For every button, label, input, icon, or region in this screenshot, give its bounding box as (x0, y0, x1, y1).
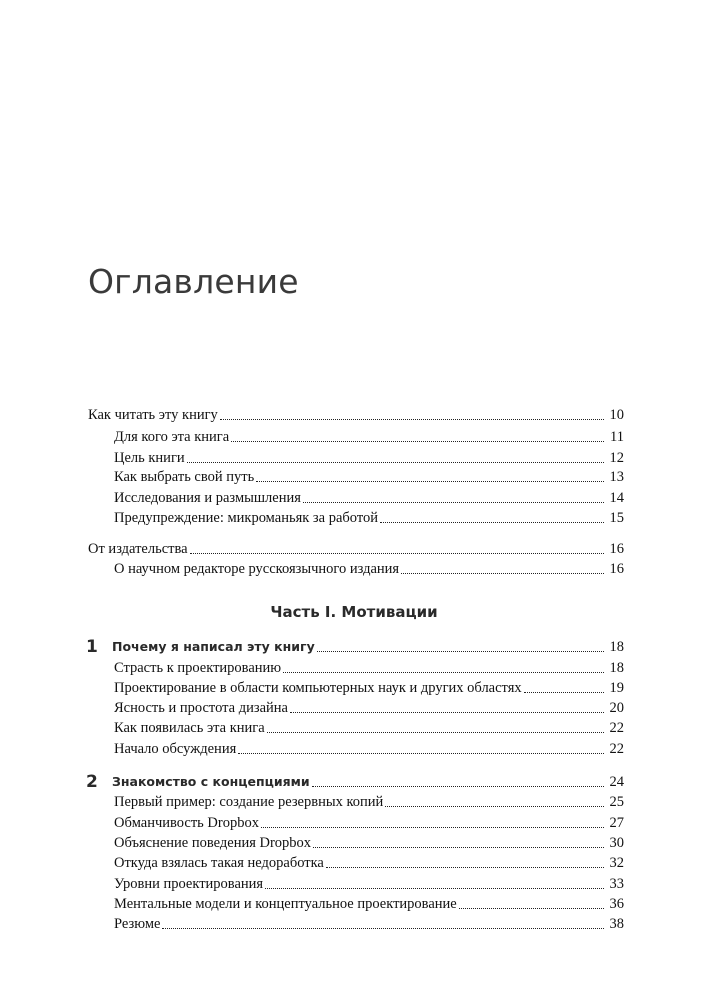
toc-entry-text: Исследования и размышления (114, 490, 301, 506)
toc-entry[interactable] (114, 427, 624, 447)
toc-entry[interactable] (114, 792, 624, 812)
toc-entry-text: Цель книги (114, 450, 185, 466)
toc-entry[interactable] (114, 813, 624, 833)
page-title: Оглавление (88, 262, 299, 301)
dot-leader (265, 887, 604, 889)
dot-leader (231, 440, 604, 442)
dot-leader (267, 731, 604, 733)
toc-entry-text: Резюме (114, 916, 161, 932)
dot-leader (261, 826, 604, 828)
dot-leader (187, 461, 604, 463)
dot-leader (459, 907, 604, 909)
chapter-entry[interactable] (112, 772, 624, 792)
toc-entry-page: 25 (609, 794, 624, 810)
dot-leader (303, 501, 604, 503)
toc-entry-page: 11 (610, 429, 624, 445)
dot-leader (256, 480, 604, 482)
toc-entry[interactable] (114, 874, 624, 894)
toc-entry-text: Начало обсуждения (114, 741, 237, 757)
toc-entry-page: 36 (609, 896, 624, 912)
chapter-page: 18 (609, 639, 624, 655)
toc-entry[interactable] (114, 914, 624, 934)
toc-entry[interactable] (114, 508, 624, 528)
toc-entry[interactable] (114, 658, 624, 678)
toc-entry-page: 12 (609, 450, 624, 466)
toc-entry[interactable] (114, 718, 624, 738)
toc-entry[interactable] (114, 559, 624, 579)
toc-entry-page: 16 (609, 561, 624, 577)
chapter-entry[interactable] (112, 637, 624, 657)
dot-leader (313, 846, 604, 848)
toc-entry-page: 19 (609, 680, 624, 696)
toc-entry-text: Объяснение поведения Dropbox (114, 835, 312, 851)
part-title: Часть I. Мотивации (270, 603, 438, 621)
toc-entry-text: От издательства (88, 541, 188, 557)
toc-entry-page: 33 (609, 876, 624, 892)
toc-entry[interactable] (114, 833, 624, 853)
toc-entry-text: Проектирование в области компьютерных наук и других областях (114, 680, 522, 696)
dot-leader (220, 418, 604, 420)
chapter-number: 1 (86, 637, 98, 657)
toc-entry[interactable] (114, 853, 624, 873)
dot-leader (312, 785, 604, 787)
toc-entry-text: Как читать эту книгу (88, 407, 218, 423)
toc-entry-text: Страсть к проектированию (114, 660, 282, 676)
toc-entry[interactable] (114, 739, 624, 759)
toc-entry-page: 18 (609, 660, 624, 676)
toc-entry-text: Ментальные модели и концептуальное проектирование (114, 896, 457, 912)
chapter-title: Почему я написал эту книгу (112, 639, 315, 654)
toc-entry-text: Для кого эта книга (114, 429, 230, 445)
toc-entry-text: Как выбрать свой путь (114, 469, 255, 485)
toc-entry-page: 22 (609, 741, 624, 757)
toc-entry-page: 16 (609, 541, 624, 557)
toc-entry-page: 20 (609, 700, 624, 716)
dot-leader (380, 521, 604, 523)
toc-entry-page: 10 (609, 407, 624, 423)
dot-leader (317, 650, 604, 652)
dot-leader (162, 927, 604, 929)
chapter-title: Знакомство с концепциями (112, 774, 310, 789)
toc-entry[interactable] (114, 448, 624, 468)
toc-entry-text: Как появилась эта книга (114, 720, 265, 736)
toc-entry-text: Обманчивость Dropbox (114, 815, 259, 831)
chapter-number: 2 (86, 772, 98, 792)
dot-leader (401, 572, 604, 574)
toc-entry-page: 22 (609, 720, 624, 736)
toc-entry-text: О научном редакторе русскоязычного издания (114, 561, 400, 577)
toc-entry[interactable] (88, 539, 624, 559)
dot-leader (190, 552, 604, 554)
toc-entry[interactable] (114, 467, 624, 487)
dot-leader (326, 866, 604, 868)
toc-entry-text: Ясность и простота дизайна (114, 700, 288, 716)
toc-entry[interactable] (114, 678, 624, 698)
toc-entry[interactable] (114, 698, 624, 718)
dot-leader (524, 691, 604, 693)
toc-entry-page: 32 (609, 855, 624, 871)
dot-leader (290, 711, 604, 713)
toc-entry-page: 38 (609, 916, 624, 932)
dot-leader (283, 671, 604, 673)
toc-entry[interactable] (114, 894, 624, 914)
chapter-page: 24 (609, 774, 624, 790)
toc-entry-text: Предупреждение: микроманьяк за работой (114, 510, 378, 526)
toc-entry-page: 15 (609, 510, 624, 526)
toc-entry-text: Первый пример: создание резервных копий (114, 794, 384, 810)
toc-entry[interactable] (114, 488, 624, 508)
toc-entry-page: 27 (609, 815, 624, 831)
toc-entry[interactable] (88, 405, 624, 425)
toc-entry-text: Откуда взялась такая недоработка (114, 855, 324, 871)
toc-entry-text: Уровни проектирования (114, 876, 264, 892)
toc-entry-page: 14 (609, 490, 624, 506)
toc-entry-page: 13 (609, 469, 624, 485)
dot-leader (385, 805, 604, 807)
toc-entry-page: 30 (609, 835, 624, 851)
dot-leader (238, 752, 604, 754)
